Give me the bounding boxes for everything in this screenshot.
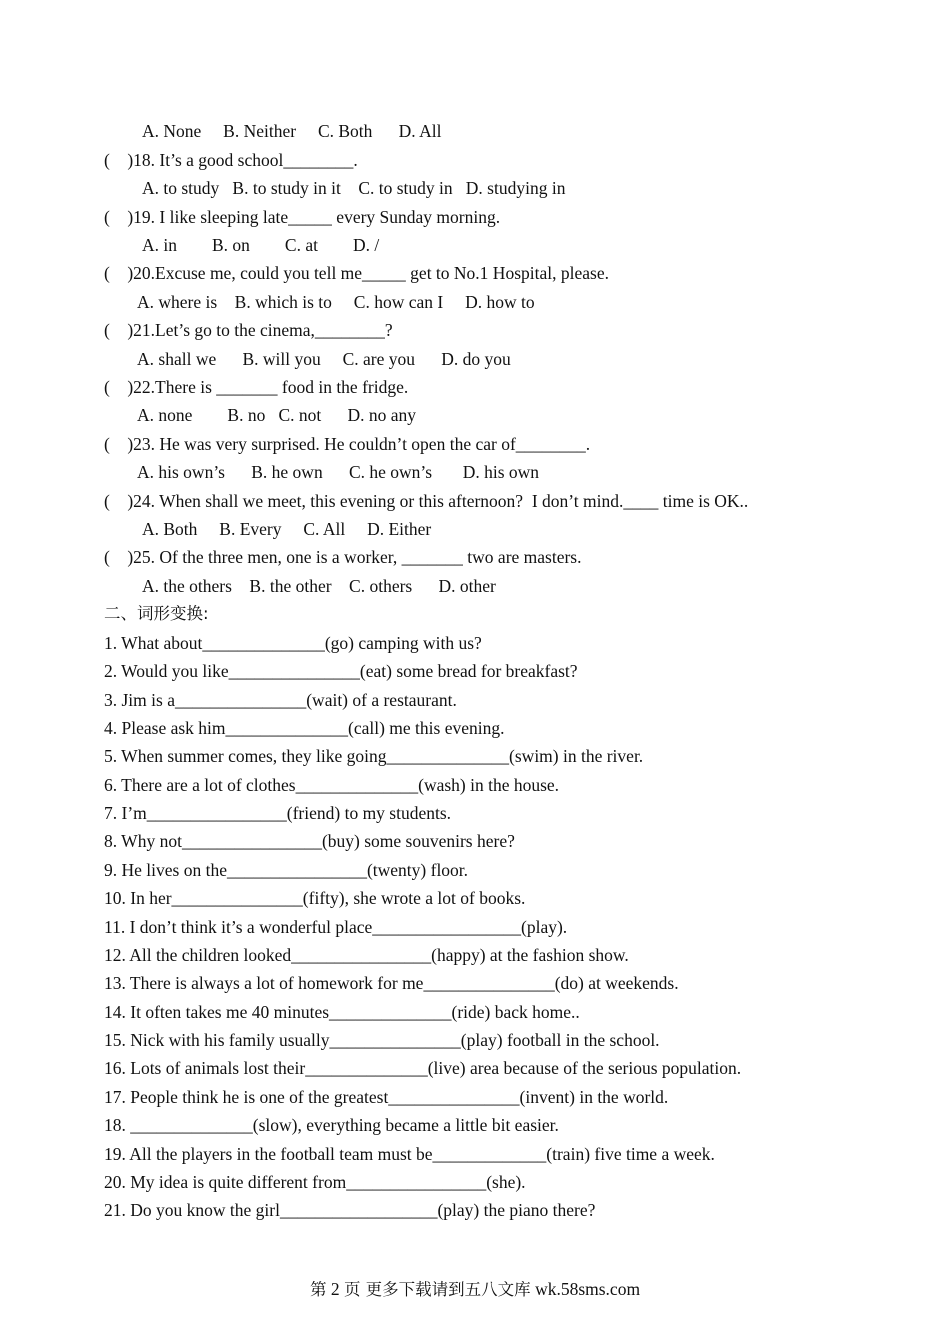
footer-site-link[interactable]: wk.58sms.com (535, 1279, 641, 1299)
q24-options: A. Both B. Every C. All D. Either (142, 519, 432, 539)
section-heading: 二、词形变换: (104, 604, 209, 623)
word-form-item: 11. I don’t think it’s a wonderful place_________________(play). (104, 917, 568, 937)
q22-options: A. none B. no C. not D. no any (137, 405, 417, 425)
word-form-item: 1. What about______________(go) camping with us? (104, 633, 482, 653)
q19-options: A. in B. on C. at D. / (142, 235, 380, 255)
word-form-item: 20. My idea is quite different from________________(she). (104, 1172, 526, 1192)
page-footer (0, 1276, 950, 1300)
word-form-item: 19. All the players in the football team must be_____________(train) five time a week. (104, 1144, 715, 1164)
question-23: ( )23. He was very surprised. He couldn’t open the car of________. (104, 434, 591, 454)
word-form-item: 3. Jim is a_______________(wait) of a restaurant. (104, 690, 457, 710)
footer-download-text: 页 更多下载请到五八文库 (343, 1280, 531, 1299)
q21-options: A. shall we B. will you C. are you D. do you (137, 349, 511, 369)
word-form-item: 7. I’m________________(friend) to my students. (104, 803, 452, 823)
footer-page-prefix: 第 (309, 1280, 327, 1299)
word-form-item: 13. There is always a lot of homework for me_______________(do) at weekends. (104, 973, 679, 993)
word-form-item: 4. Please ask him______________(call) me this evening. (104, 718, 505, 738)
question-22: ( )22.There is _______ food in the fridge. (104, 377, 409, 397)
word-form-item: 10. In her_______________(fifty), she wrote a lot of books. (104, 888, 526, 908)
word-form-item: 15. Nick with his family usually_______________(play) football in the school. (104, 1030, 660, 1050)
word-form-item: 6. There are a lot of clothes______________(wash) in the house. (104, 775, 560, 795)
word-form-item: 12. All the children looked________________(happy) at the fashion show. (104, 945, 629, 965)
footer-page-number: 2 (330, 1279, 340, 1299)
q25-options: A. the others B. the other C. others D. other (142, 576, 496, 596)
word-form-item: 14. It often takes me 40 minutes______________(ride) back home.. (104, 1002, 580, 1022)
word-form-item: 18. ______________(slow), everything became a little bit easier. (104, 1115, 559, 1135)
q17-options: A. None B. Neither C. Both D. All (142, 121, 442, 141)
word-form-item: 8. Why not________________(buy) some souvenirs here? (104, 831, 515, 851)
question-19: ( )19. I like sleeping late_____ every Sunday morning. (104, 207, 501, 227)
word-form-item: 5. When summer comes, they like going______________(swim) in the river. (104, 746, 644, 766)
q23-options: A. his own’s B. he own C. he own’s D. his own (137, 462, 540, 482)
word-form-item: 21. Do you know the girl__________________(play) the piano there? (104, 1200, 596, 1220)
word-form-item: 17. People think he is one of the greatest_______________(invent) in the world. (104, 1087, 669, 1107)
q18-options: A. to study B. to study in it C. to study in D. studying in (142, 178, 566, 198)
question-20: ( )20.Excuse me, could you tell me_____ get to No.1 Hospital, please. (104, 263, 609, 283)
word-form-item: 9. He lives on the________________(twenty) floor. (104, 860, 469, 880)
question-25: ( )25. Of the three men, one is a worker, _______ two are masters. (104, 547, 582, 567)
question-21: ( )21.Let’s go to the cinema,________? (104, 320, 393, 340)
word-form-item: 16. Lots of animals lost their______________(live) area because of the serious population. (104, 1058, 742, 1078)
question-24: ( )24. When shall we meet, this evening or this afternoon? I don’t mind.____ time is OK.. (104, 491, 749, 511)
word-form-item: 2. Would you like_______________(eat) some bread for breakfast? (104, 661, 578, 681)
question-18: ( )18. It’s a good school________. (104, 150, 358, 170)
q20-options: A. where is B. which is to C. how can I D. how to (137, 292, 535, 312)
